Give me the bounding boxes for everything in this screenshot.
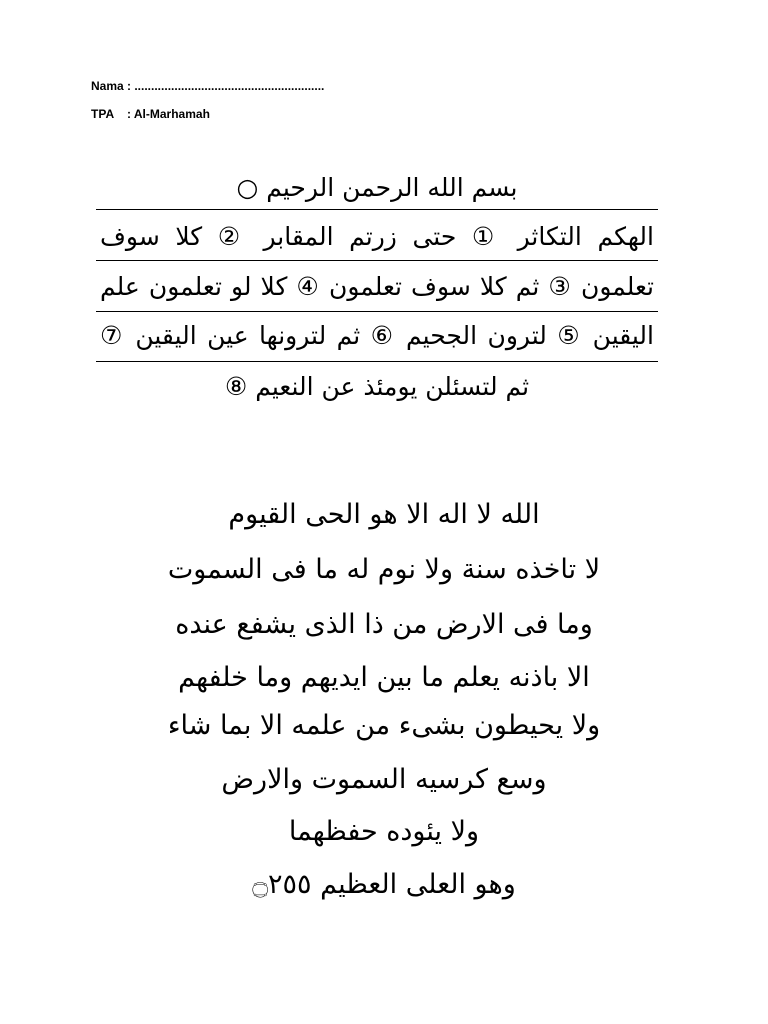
ayat-kursi-line-2: لا تاخذه سنة ولا نوم له ما فى السموت [167,554,601,585]
ruled-line [96,209,658,210]
student-name-field[interactable]: Nama : ......................................................... [91,79,325,93]
ayat-kursi-line-6: وسع كرسيه السموت والارض [221,764,547,795]
surah-line-1: بسم الله الرحمن الرحيم ○ [236,173,518,202]
ruled-line [96,361,658,362]
surah-takathur-worksheet [96,166,658,416]
ayat-kursi-line-4: الا باذنه يعلم ما بين ايديهم وما خلفهم [178,662,590,693]
surah-line-3: تعلمون ③ ثم كلا سوف تعلمون ④ كلا لو تعلمون علم [100,272,654,301]
ayat-kursi-line-7: ولا يئوده حفظهما [288,816,480,847]
ayat-kursi-line-3: وما فى الارض من ذا الذى يشفع عنده [175,609,593,640]
tpa-label: TPA : Al-Marhamah [91,107,210,121]
surah-line-5: ثم لتسئلن يومئذ عن النعيم ⑧ [224,372,530,401]
surah-line-4: اليقين ⑤ لترون الجحيم ⑥ ثم لترونها عين اليقين ⑦ [100,321,654,350]
ayat-kursi-line-1: الله لا اله الا هو الحى القيوم [228,499,540,530]
surah-line-2: الهكم التكاثر ① حتى زرتم المقابر ② كلا سوف [100,222,654,251]
ruled-line [96,260,658,261]
ayat-kursi-line-8: وهو العلى العظيم ۝٢٥٥ [252,869,516,900]
ruled-line [96,311,658,312]
ayat-kursi-line-5: ولا يحيطون بشىء من علمه الا بما شاء [167,710,601,741]
